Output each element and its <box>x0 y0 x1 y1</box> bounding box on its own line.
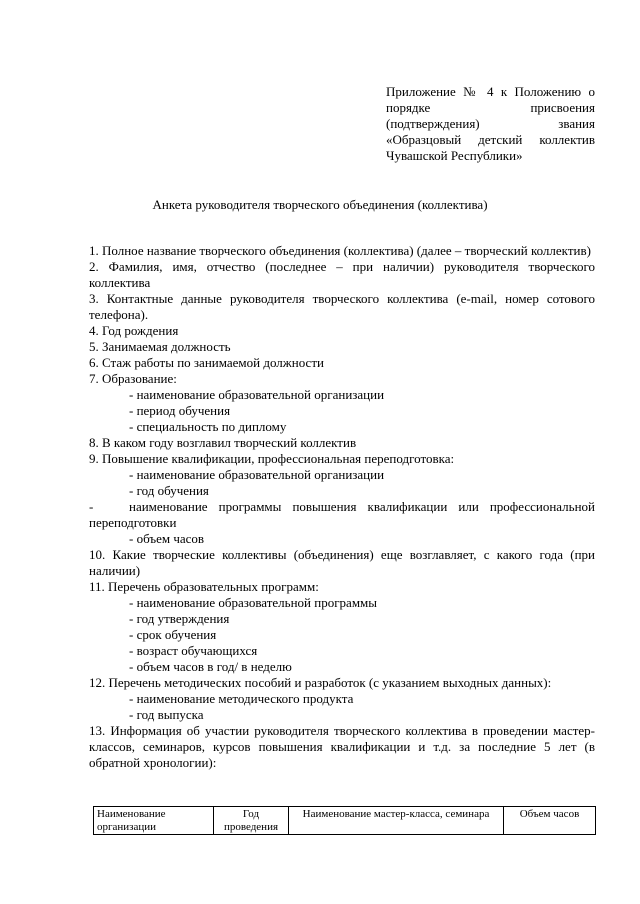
item-12-sub: - год выпуска <box>129 707 204 722</box>
item-11-sub: - срок обучения <box>129 627 217 642</box>
item-5: 5. Занимаемая должность <box>89 339 231 354</box>
table-header-cell: Объем часов <box>504 807 596 835</box>
item-13: 13. Информация об участии руководителя творческого коллектива в проведении мастер-классов, семинаров, курсов повышения квалификации и т.д. за последние 5 лет (в обратной хронологии): <box>89 723 595 770</box>
item-9-sub: - год обучения <box>129 483 209 498</box>
table-header-cell: Наименование организации <box>94 807 214 835</box>
table-header-cell: Год проведения <box>214 807 289 835</box>
annex-header <box>386 84 595 164</box>
item-7-sub: - специальность по диплому <box>129 419 287 434</box>
annex-line: Чувашской Республики» <box>386 148 523 163</box>
annex-line: (подтверждения) звания <box>386 116 595 131</box>
item-9-sub: - наименование образовательной организации <box>129 467 385 482</box>
item-2: 2. Фамилия, имя, отчество (последнее – при наличии) руководителя творческого коллектива <box>89 259 595 290</box>
item-6: 6. Стаж работы по занимаемой должности <box>89 355 324 370</box>
item-11: 11. Перечень образовательных программ: <box>89 579 319 594</box>
item-10: 10. Какие творческие коллективы (объединения) еще возглавляет, с какого года (при наличии) <box>89 547 595 578</box>
item-1: 1. Полное название творческого объединения (коллектива) (далее – творческий коллектив) <box>89 243 591 258</box>
item-9-sub-program <box>89 499 595 531</box>
item-7: 7. Образование: <box>89 371 177 386</box>
item-12: 12. Перечень методических пособий и разработок (с указанием выходных данных): <box>89 675 552 690</box>
item-11-sub: - наименование образовательной программы <box>129 595 378 610</box>
form-title: Анкета руководителя творческого объединения (коллектива) <box>152 197 488 212</box>
item-12-sub: - наименование методического продукта <box>129 691 354 706</box>
item-3: 3. Контактные данные руководителя творческого коллектива (e-mail, номер сотового телефона). <box>89 291 595 322</box>
participation-table <box>93 806 596 835</box>
item-8: 8. В каком году возглавил творческий коллектив <box>89 435 357 450</box>
item-11-sub: - объем часов в год/ в неделю <box>129 659 292 674</box>
annex-line: Приложение № 4 к Положению о <box>386 84 595 99</box>
item-7-sub: - период обучения <box>129 403 231 418</box>
item-7-sub: - наименование образовательной организации <box>129 387 385 402</box>
annex-line: порядке присвоения <box>386 100 595 115</box>
item-4: 4. Год рождения <box>89 323 179 338</box>
item-9-sub-dash: - <box>89 499 94 514</box>
table-header-cell: Наименование мастер-класса, семинара <box>289 807 504 835</box>
item-11-sub: - возраст обучающихся <box>129 643 258 658</box>
item-9-sub: - объем часов <box>129 531 205 546</box>
item-9-sub-program-text: наименование программы повышения квалификации или профессиональной переподготовки <box>89 499 595 530</box>
table-header-row <box>94 807 596 835</box>
item-9: 9. Повышение квалификации, профессиональная переподготовка: <box>89 451 455 466</box>
annex-line: «Образцовый детский коллектив <box>386 132 595 147</box>
item-11-sub: - год утверждения <box>129 611 230 626</box>
questionnaire-body <box>89 243 595 771</box>
